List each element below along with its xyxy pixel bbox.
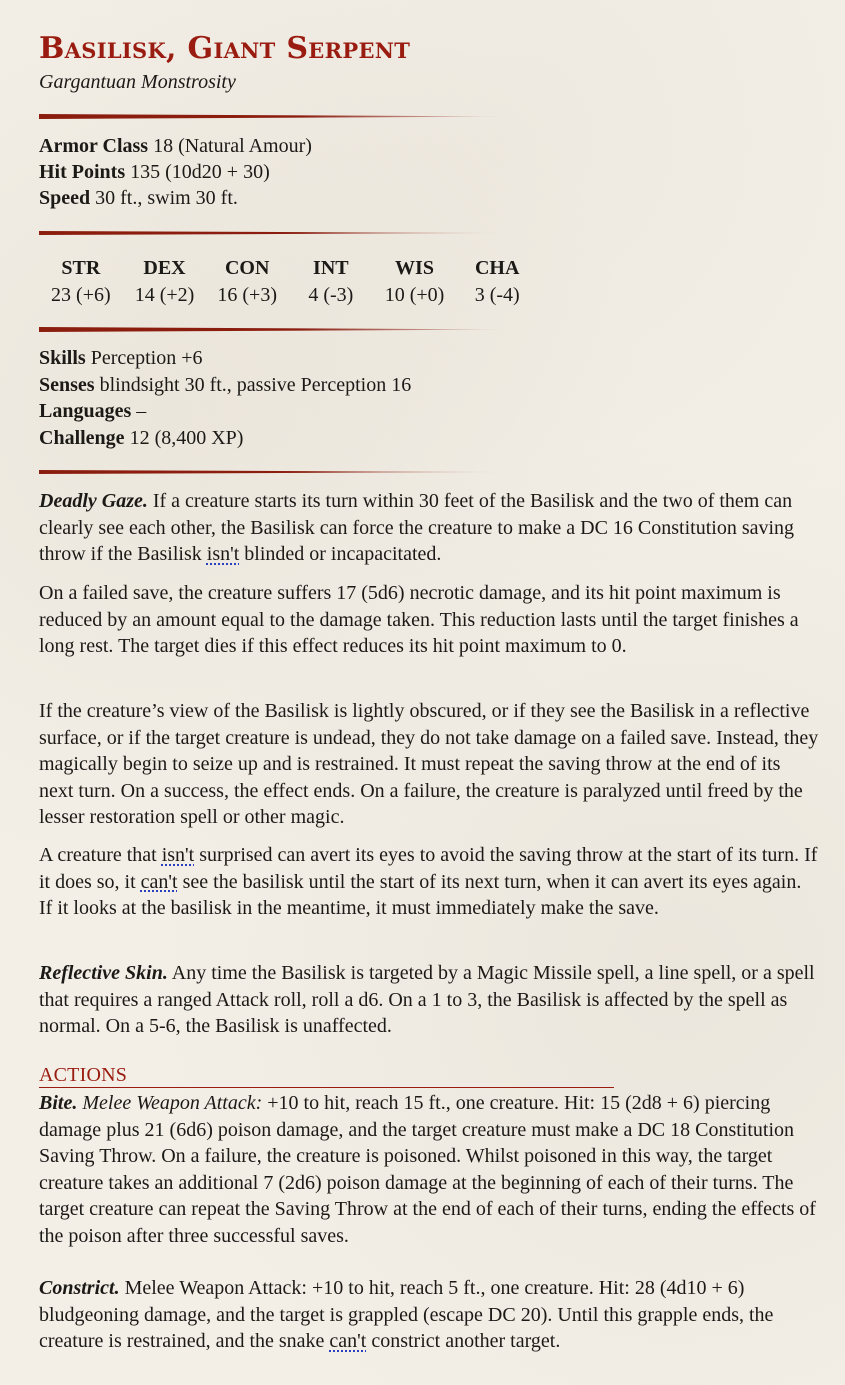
- skills-value: Perception +6: [90, 347, 203, 369]
- speed-value: 30 ft., swim 30 ft.: [95, 187, 238, 209]
- trait-text: surprised can avert its eyes to avoid the saving throw at the start of its turn. If it does so, it: [39, 844, 818, 893]
- ability-value: 10 (+0): [384, 284, 445, 306]
- hit-points-label: Hit Points: [39, 161, 126, 183]
- spellcheck-word: can't: [140, 870, 178, 893]
- monster-type: Gargantuan Monstrosity: [39, 71, 236, 93]
- trait-paragraph: If the creature’s view of the Basilisk is lightly obscured, or if they see the Basilisk in a reflective surface, or if the target creature is undead, they do not take damage on a failed save. Instead, they magically begin to seize up and is restrained. It must repeat the saving throw at the end of its next turn. On a success, the effect ends. On a failure, the creature is paralyzed until freed by the lesser restoration spell or other magic.: [39, 700, 819, 829]
- ability-value: 23 (+6): [51, 284, 111, 306]
- languages-value: –: [136, 400, 147, 422]
- trait-text: see the basilisk until the start of its next turn, when it can avert its eyes again. If it looks at the basilisk in the meantime, it must immediately make the save.: [39, 870, 802, 920]
- trait-reflective-skin: [39, 960, 819, 1040]
- ability-scores: [39, 255, 539, 309]
- ability-name: CON: [224, 257, 270, 279]
- spellcheck-word: isn't: [161, 844, 195, 866]
- spellcheck-word: can't: [329, 1330, 367, 1353]
- skills-label: Skills: [39, 347, 86, 369]
- trait-text: blinded or incapacitated.: [244, 543, 442, 566]
- ability-name: DEX: [143, 257, 186, 279]
- challenge-row: [39, 425, 243, 451]
- ability-name: STR: [61, 257, 101, 279]
- languages-row: [39, 398, 146, 424]
- action-name: Bite.: [39, 1092, 78, 1114]
- challenge-value: 12 (8,400 XP): [129, 427, 244, 449]
- trait-text: If a creature starts its turn within 30 feet of the Basilisk and the two of them can clearly see each other, the Basilisk can force the creature to make a DC 16 Constitution saving throw if the Basilisk: [39, 490, 795, 566]
- divider: [39, 470, 514, 474]
- ability-int: [288, 255, 374, 309]
- senses-row: [39, 372, 411, 398]
- action-text: constrict another target.: [371, 1330, 561, 1353]
- senses-value: blindsight 30 ft., passive Perception 16: [99, 374, 412, 396]
- action-bite: [39, 1090, 819, 1250]
- action-text: Melee Weapon Attack: +10 to hit, reach 5 ft., one creature. Hit: 28 (4d10 + 6) bludgeoning damage, and the target is grappled (escape DC 20). Until this grapple ends, the creature is restrained, and the snake: [39, 1277, 774, 1353]
- senses-label: Senses: [39, 374, 95, 396]
- ability-wis: [374, 255, 456, 309]
- attack-type: Melee Weapon Attack:: [82, 1092, 263, 1114]
- divider: [39, 231, 514, 235]
- trait-deadly-gaze: [39, 488, 819, 568]
- speed-row: [39, 185, 238, 211]
- ability-value: 14 (+2): [134, 284, 195, 306]
- ability-value: 3 (-4): [474, 284, 520, 306]
- ability-value: 16 (+3): [217, 284, 277, 306]
- action-constrict: [39, 1275, 819, 1355]
- armor-class-row: [39, 133, 312, 159]
- challenge-label: Challenge: [39, 427, 125, 449]
- trait-paragraph: [39, 842, 819, 922]
- trait-text: Any time the Basilisk is targeted by a Magic Missile spell, a line spell, or a spell that requires a ranged Attack roll, roll a d6. On a 1 to 3, the Basilisk is affected by the spell as normal. On a 5-6, the Basilisk is unaffected.: [39, 962, 815, 1038]
- speed-label: Speed: [39, 187, 91, 209]
- ability-dex: [123, 255, 207, 309]
- languages-label: Languages: [39, 400, 132, 422]
- actions-heading: ACTIONS: [39, 1063, 614, 1088]
- armor-class-value: 18 (Natural Amour): [153, 135, 312, 157]
- action-text: +10 to hit, reach 15 ft., one creature. Hit: 15 (2d8 + 6) piercing damage plus 21 (6d6) poison damage, and the target creature must make a DC 18 Constitution Saving Throw. On a failure, the creature is poisoned. Whilst poisoned in this way, the target creature takes an additional 7 (2d6) poison damage at the beginning of each of their turns. The target creature can repeat the Saving Throw at the end of each of their turns, ending the effects of the poison after three successful saves.: [39, 1092, 816, 1247]
- armor-class-label: Armor Class: [39, 135, 149, 157]
- action-name: Constrict.: [39, 1277, 120, 1299]
- ability-name: INT: [313, 257, 349, 279]
- divider: [39, 114, 514, 119]
- ability-value: 4 (-3): [308, 284, 354, 306]
- spellcheck-word: isn't: [206, 543, 240, 566]
- ability-name: WIS: [395, 257, 434, 279]
- skills-row: [39, 345, 203, 371]
- ability-name: CHA: [474, 257, 520, 279]
- monster-name: Basilisk, Giant Serpent: [39, 31, 411, 66]
- trait-name: Deadly Gaze.: [39, 490, 148, 512]
- trait-name: Reflective Skin.: [39, 962, 168, 984]
- hit-points-row: [39, 159, 270, 185]
- trait-paragraph: On a failed save, the creature suffers 17 (5d6) necrotic damage, and its hit point maximum is reduced by an amount equal to the damage taken. This reduction lasts until the target finishes a long rest. The target dies if this effect reduces its hit point maximum to 0.: [39, 582, 799, 658]
- divider: [39, 327, 514, 332]
- ability-cha: [455, 255, 539, 309]
- trait-text: A creature that: [39, 844, 157, 866]
- ability-str: [39, 255, 123, 309]
- hit-points-value: 135 (10d20 + 30): [130, 161, 270, 183]
- ability-con: [206, 255, 288, 309]
